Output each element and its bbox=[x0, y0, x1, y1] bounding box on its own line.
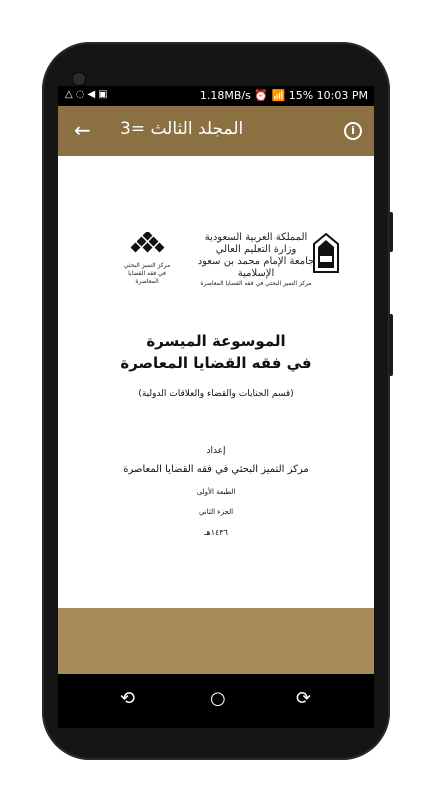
year-label: ١٤٣٦هـ bbox=[204, 528, 228, 537]
document-page bbox=[58, 156, 374, 608]
volume-button bbox=[389, 212, 393, 252]
diamond-logo-icon bbox=[125, 232, 169, 258]
whatsapp-icon: ◌ bbox=[75, 89, 85, 100]
system-nav-bar bbox=[58, 674, 374, 728]
bottom-toolbar bbox=[58, 608, 374, 674]
book-title-line-1: الموسوعة الميسرة bbox=[146, 332, 286, 350]
author-name: مركز التميز البحثي في فقه القضايا المعاصرة bbox=[123, 464, 309, 475]
logo-left-title: مركز التميز البحثي bbox=[123, 262, 171, 269]
nav-recents-icon[interactable]: ⟳ bbox=[296, 688, 312, 709]
telegram-icon: ◀ bbox=[87, 89, 96, 100]
nav-back-icon[interactable]: ⟲ bbox=[120, 688, 136, 709]
status-icons bbox=[65, 89, 108, 100]
info-icon[interactable]: i bbox=[344, 122, 362, 140]
university-emblem-icon bbox=[312, 232, 340, 276]
front-camera bbox=[73, 73, 85, 85]
edition-label: الطبعة الأولى bbox=[196, 488, 236, 496]
app-bar bbox=[58, 106, 374, 156]
book-title-line-2: في فقه القضايا المعاصرة bbox=[120, 354, 312, 372]
status-bar bbox=[58, 86, 374, 106]
university-header bbox=[181, 232, 331, 288]
book-subtitle: (قسم الجنايات والقضاء والعلاقات الدولية) bbox=[138, 389, 294, 399]
center-logo bbox=[120, 232, 174, 286]
status-text: 1.18MB/s ⏰ 📶 15% 10:03 PM bbox=[199, 89, 368, 102]
header-line-1: المملكة العربية السعودية bbox=[204, 232, 308, 243]
warning-icon: △ bbox=[65, 89, 73, 100]
page-title: المجلد الثالث =3 bbox=[120, 119, 244, 139]
header-line-2: وزارة التعليم العالي bbox=[215, 244, 297, 255]
screen bbox=[58, 86, 374, 728]
header-line-4: مركز التميز البحثي في فقه القضايا المعاصرة bbox=[200, 280, 312, 287]
volume-label: الجزء الثاني bbox=[198, 508, 234, 516]
cast-icon: ▣ bbox=[98, 89, 108, 100]
back-arrow-icon[interactable]: ← bbox=[74, 118, 91, 142]
header-line-3: جامعة الإمام محمد بن سعود الإسلامية bbox=[197, 256, 315, 279]
nav-home-icon[interactable]: ○ bbox=[210, 688, 226, 709]
prepared-label: إعداد bbox=[206, 446, 226, 456]
power-button bbox=[389, 314, 393, 376]
logo-left-subtitle: في فقه القضايا المعاصرة bbox=[128, 270, 166, 285]
